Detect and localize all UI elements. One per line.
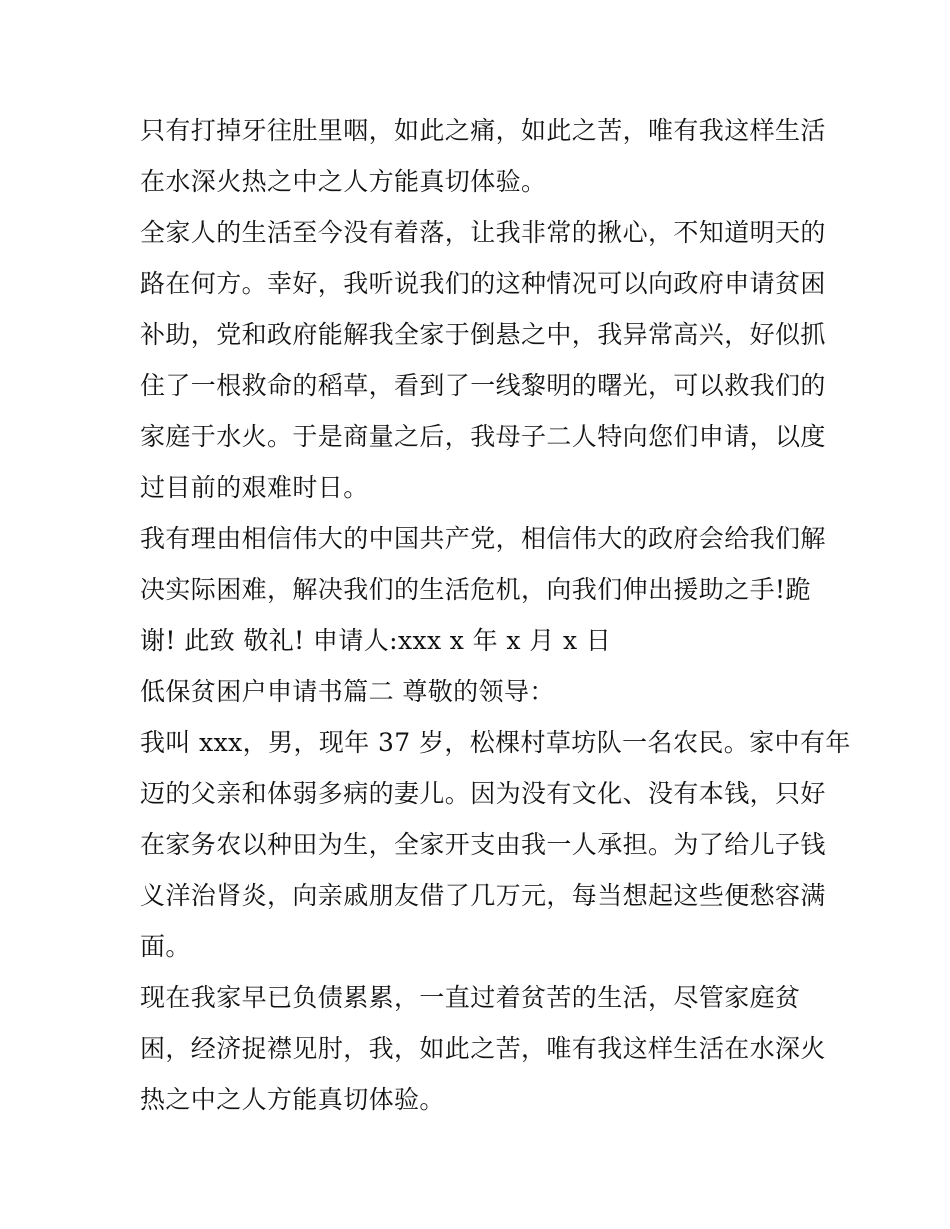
text-line: 决实际困难，解决我们的生活危机，向我们伸出援助之手!跪 [140, 575, 811, 604]
text-line: 我叫 xxx，男，现年 37 岁，松棵村草坊队一名农民。家中有年 [140, 728, 851, 757]
text-line: 路在何方。幸好，我听说我们的这种情况可以向政府申请贫困 [140, 269, 826, 298]
text-line: 热之中之人方能真切体验。 [140, 1085, 445, 1114]
text-line: 家庭于水火。于是商量之后，我母子二人特向您们申请，以度 [140, 422, 826, 451]
text-line: 过目前的艰难时日。 [140, 473, 369, 502]
text-line: 困，经济捉襟见肘，我，如此之苦，唯有我这样生活在水深火 [140, 1034, 826, 1063]
text-line: 在家务农以种田为生，全家开支由我一人承担。为了给儿子钱 [140, 830, 826, 859]
text-line: 只有打掉牙往肚里咽，如此之痛，如此之苦，唯有我这样生活 [140, 116, 826, 145]
text-line: 补助，党和政府能解我全家于倒悬之中，我异常高兴，好似抓 [140, 320, 826, 349]
text-line: 义洋治肾炎，向亲戚朋友借了几万元，每当想起这些便愁容满 [140, 881, 826, 910]
text-line: 我有理由相信伟大的中国共产党，相信伟大的政府会给我们解 [140, 524, 826, 553]
text-line: 迈的父亲和体弱多病的妻儿。因为没有文化、没有本钱，只好 [140, 779, 826, 808]
text-line: 现在我家早已负债累累，一直过着贫苦的生活，尽管家庭贫 [140, 983, 801, 1012]
text-line: 住了一根救命的稻草，看到了一线黎明的曙光，可以救我们的 [140, 371, 826, 400]
section-heading: 低保贫困户申请书篇二 尊敬的领导： [140, 677, 555, 706]
document-body [140, 105, 851, 1125]
text-line: 全家人的生活至今没有着落，让我非常的揪心，不知道明天的 [140, 218, 826, 247]
text-line: 谢! 此致 敬礼! 申请人:xxx x 年 x 月 x 日 [140, 626, 612, 655]
text-line: 在水深火热之中之人方能真切体验。 [140, 167, 547, 196]
text-line: 面。 [140, 932, 191, 961]
